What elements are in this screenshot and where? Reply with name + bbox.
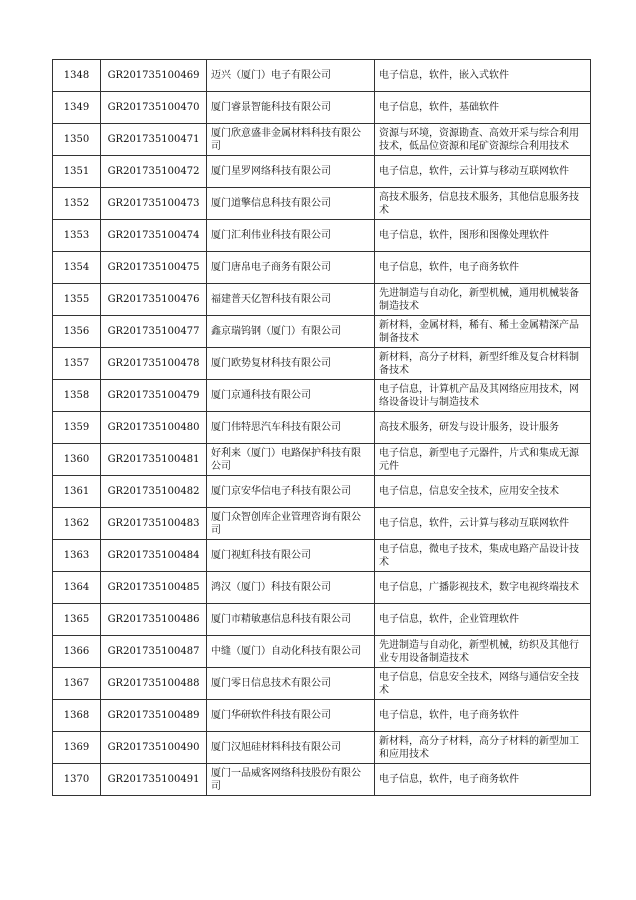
company-name: 厦门唐帛电子商务有限公司 <box>207 252 375 284</box>
company-name: 厦门道擎信息科技有限公司 <box>207 188 375 220</box>
company-name: 厦门一品威客网络科技股份有限公司 <box>207 764 375 796</box>
certificate-number: GR201735100484 <box>101 540 207 572</box>
technology-field: 电子信息，软件，云计算与移动互联网软件 <box>375 156 591 188</box>
table-row <box>53 316 591 348</box>
row-index: 1359 <box>53 412 101 444</box>
table-row <box>53 700 591 732</box>
table-row <box>53 508 591 540</box>
table-row <box>53 732 591 764</box>
certificate-number: GR201735100487 <box>101 636 207 668</box>
technology-field: 新材料，金属材料，稀有、稀土金属精深产品制备技术 <box>375 316 591 348</box>
company-name: 厦门京通科技有限公司 <box>207 380 375 412</box>
table-row <box>53 252 591 284</box>
technology-field: 电子信息，软件，图形和图像处理软件 <box>375 220 591 252</box>
certificate-number: GR201735100477 <box>101 316 207 348</box>
technology-field: 新材料，高分子材料，新型纤维及复合材料制备技术 <box>375 348 591 380</box>
technology-field: 电子信息，软件，电子商务软件 <box>375 252 591 284</box>
technology-field: 先进制造与自动化，新型机械，通用机械装备制造技术 <box>375 284 591 316</box>
company-name: 厦门众智创库企业管理咨询有限公司 <box>207 508 375 540</box>
table-row <box>53 604 591 636</box>
row-index: 1367 <box>53 668 101 700</box>
technology-field: 电子信息，计算机产品及其网络应用技术，网络设备设计与制造技术 <box>375 380 591 412</box>
row-index: 1362 <box>53 508 101 540</box>
company-name: 厦门零日信息技术有限公司 <box>207 668 375 700</box>
certificate-number: GR201735100473 <box>101 188 207 220</box>
company-name: 好利来（厦门）电路保护科技有限公司 <box>207 444 375 476</box>
technology-field: 新材料，高分子材料，高分子材料的新型加工和应用技术 <box>375 732 591 764</box>
certificate-number: GR201735100481 <box>101 444 207 476</box>
technology-field: 电子信息，软件，嵌入式软件 <box>375 60 591 92</box>
certificate-number: GR201735100471 <box>101 124 207 156</box>
table-row <box>53 412 591 444</box>
row-index: 1351 <box>53 156 101 188</box>
company-name: 厦门汉旭硅材料科技有限公司 <box>207 732 375 764</box>
row-index: 1352 <box>53 188 101 220</box>
certificate-number: GR201735100482 <box>101 476 207 508</box>
certificate-number: GR201735100488 <box>101 668 207 700</box>
technology-field: 电子信息，微电子技术，集成电路产品设计技术 <box>375 540 591 572</box>
certificate-number: GR201735100491 <box>101 764 207 796</box>
enterprise-register-table <box>52 59 591 796</box>
row-index: 1370 <box>53 764 101 796</box>
technology-field: 电子信息，信息安全技术，应用安全技术 <box>375 476 591 508</box>
row-index: 1357 <box>53 348 101 380</box>
row-index: 1363 <box>53 540 101 572</box>
table-body <box>53 60 591 796</box>
company-name: 厦门睿景智能科技有限公司 <box>207 92 375 124</box>
table-row <box>53 220 591 252</box>
technology-field: 电子信息，软件，电子商务软件 <box>375 700 591 732</box>
company-name: 厦门欧势复材科技有限公司 <box>207 348 375 380</box>
table-row <box>53 540 591 572</box>
company-name: 厦门市精敏惠信息科技有限公司 <box>207 604 375 636</box>
company-name: 中缝（厦门）自动化科技有限公司 <box>207 636 375 668</box>
table-row <box>53 284 591 316</box>
table-row <box>53 476 591 508</box>
company-name: 厦门视虹科技有限公司 <box>207 540 375 572</box>
certificate-number: GR201735100472 <box>101 156 207 188</box>
certificate-number: GR201735100489 <box>101 700 207 732</box>
row-index: 1365 <box>53 604 101 636</box>
row-index: 1354 <box>53 252 101 284</box>
company-name: 福建普天亿智科技有限公司 <box>207 284 375 316</box>
technology-field: 电子信息，广播影视技术，数字电视终端技术 <box>375 572 591 604</box>
table-row <box>53 380 591 412</box>
table-row <box>53 188 591 220</box>
row-index: 1360 <box>53 444 101 476</box>
technology-field: 电子信息，新型电子元器件，片式和集成无源元件 <box>375 444 591 476</box>
table-row <box>53 444 591 476</box>
row-index: 1356 <box>53 316 101 348</box>
technology-field: 电子信息，软件，云计算与移动互联网软件 <box>375 508 591 540</box>
company-name: 厦门星罗网络科技有限公司 <box>207 156 375 188</box>
certificate-number: GR201735100480 <box>101 412 207 444</box>
technology-field: 电子信息，信息安全技术，网络与通信安全技术 <box>375 668 591 700</box>
table-row <box>53 668 591 700</box>
company-name: 厦门欣意盛非金属材料科技有限公司 <box>207 124 375 156</box>
company-name: 厦门华研软件科技有限公司 <box>207 700 375 732</box>
row-index: 1348 <box>53 60 101 92</box>
company-name: 鑫京瑞钨钢（厦门）有限公司 <box>207 316 375 348</box>
technology-field: 电子信息，软件，电子商务软件 <box>375 764 591 796</box>
row-index: 1355 <box>53 284 101 316</box>
technology-field: 电子信息，软件，企业管理软件 <box>375 604 591 636</box>
certificate-number: GR201735100470 <box>101 92 207 124</box>
certificate-number: GR201735100476 <box>101 284 207 316</box>
technology-field: 高技术服务，信息技术服务，其他信息服务技术 <box>375 188 591 220</box>
row-index: 1350 <box>53 124 101 156</box>
table-row <box>53 60 591 92</box>
table-row <box>53 764 591 796</box>
certificate-number: GR201735100483 <box>101 508 207 540</box>
company-name: 厦门伟特思汽车科技有限公司 <box>207 412 375 444</box>
row-index: 1349 <box>53 92 101 124</box>
row-index: 1364 <box>53 572 101 604</box>
row-index: 1353 <box>53 220 101 252</box>
certificate-number: GR201735100474 <box>101 220 207 252</box>
technology-field: 先进制造与自动化，新型机械，纺织及其他行业专用设备制造技术 <box>375 636 591 668</box>
certificate-number: GR201735100469 <box>101 60 207 92</box>
row-index: 1358 <box>53 380 101 412</box>
table-row <box>53 636 591 668</box>
table-row <box>53 92 591 124</box>
technology-field: 电子信息，软件，基础软件 <box>375 92 591 124</box>
row-index: 1368 <box>53 700 101 732</box>
certificate-number: GR201735100490 <box>101 732 207 764</box>
row-index: 1369 <box>53 732 101 764</box>
certificate-number: GR201735100475 <box>101 252 207 284</box>
table-row <box>53 572 591 604</box>
certificate-number: GR201735100479 <box>101 380 207 412</box>
table-row <box>53 124 591 156</box>
table-row <box>53 348 591 380</box>
table-row <box>53 156 591 188</box>
certificate-number: GR201735100486 <box>101 604 207 636</box>
certificate-number: GR201735100485 <box>101 572 207 604</box>
company-name: 厦门京安华信电子科技有限公司 <box>207 476 375 508</box>
certificate-number: GR201735100478 <box>101 348 207 380</box>
row-index: 1361 <box>53 476 101 508</box>
technology-field: 资源与环境，资源勘查、高效开采与综合利用技术，低品位资源和尾矿资源综合利用技术 <box>375 124 591 156</box>
technology-field: 高技术服务，研发与设计服务，设计服务 <box>375 412 591 444</box>
row-index: 1366 <box>53 636 101 668</box>
company-name: 迈兴（厦门）电子有限公司 <box>207 60 375 92</box>
company-name: 鸿汉（厦门）科技有限公司 <box>207 572 375 604</box>
company-name: 厦门汇利伟业科技有限公司 <box>207 220 375 252</box>
